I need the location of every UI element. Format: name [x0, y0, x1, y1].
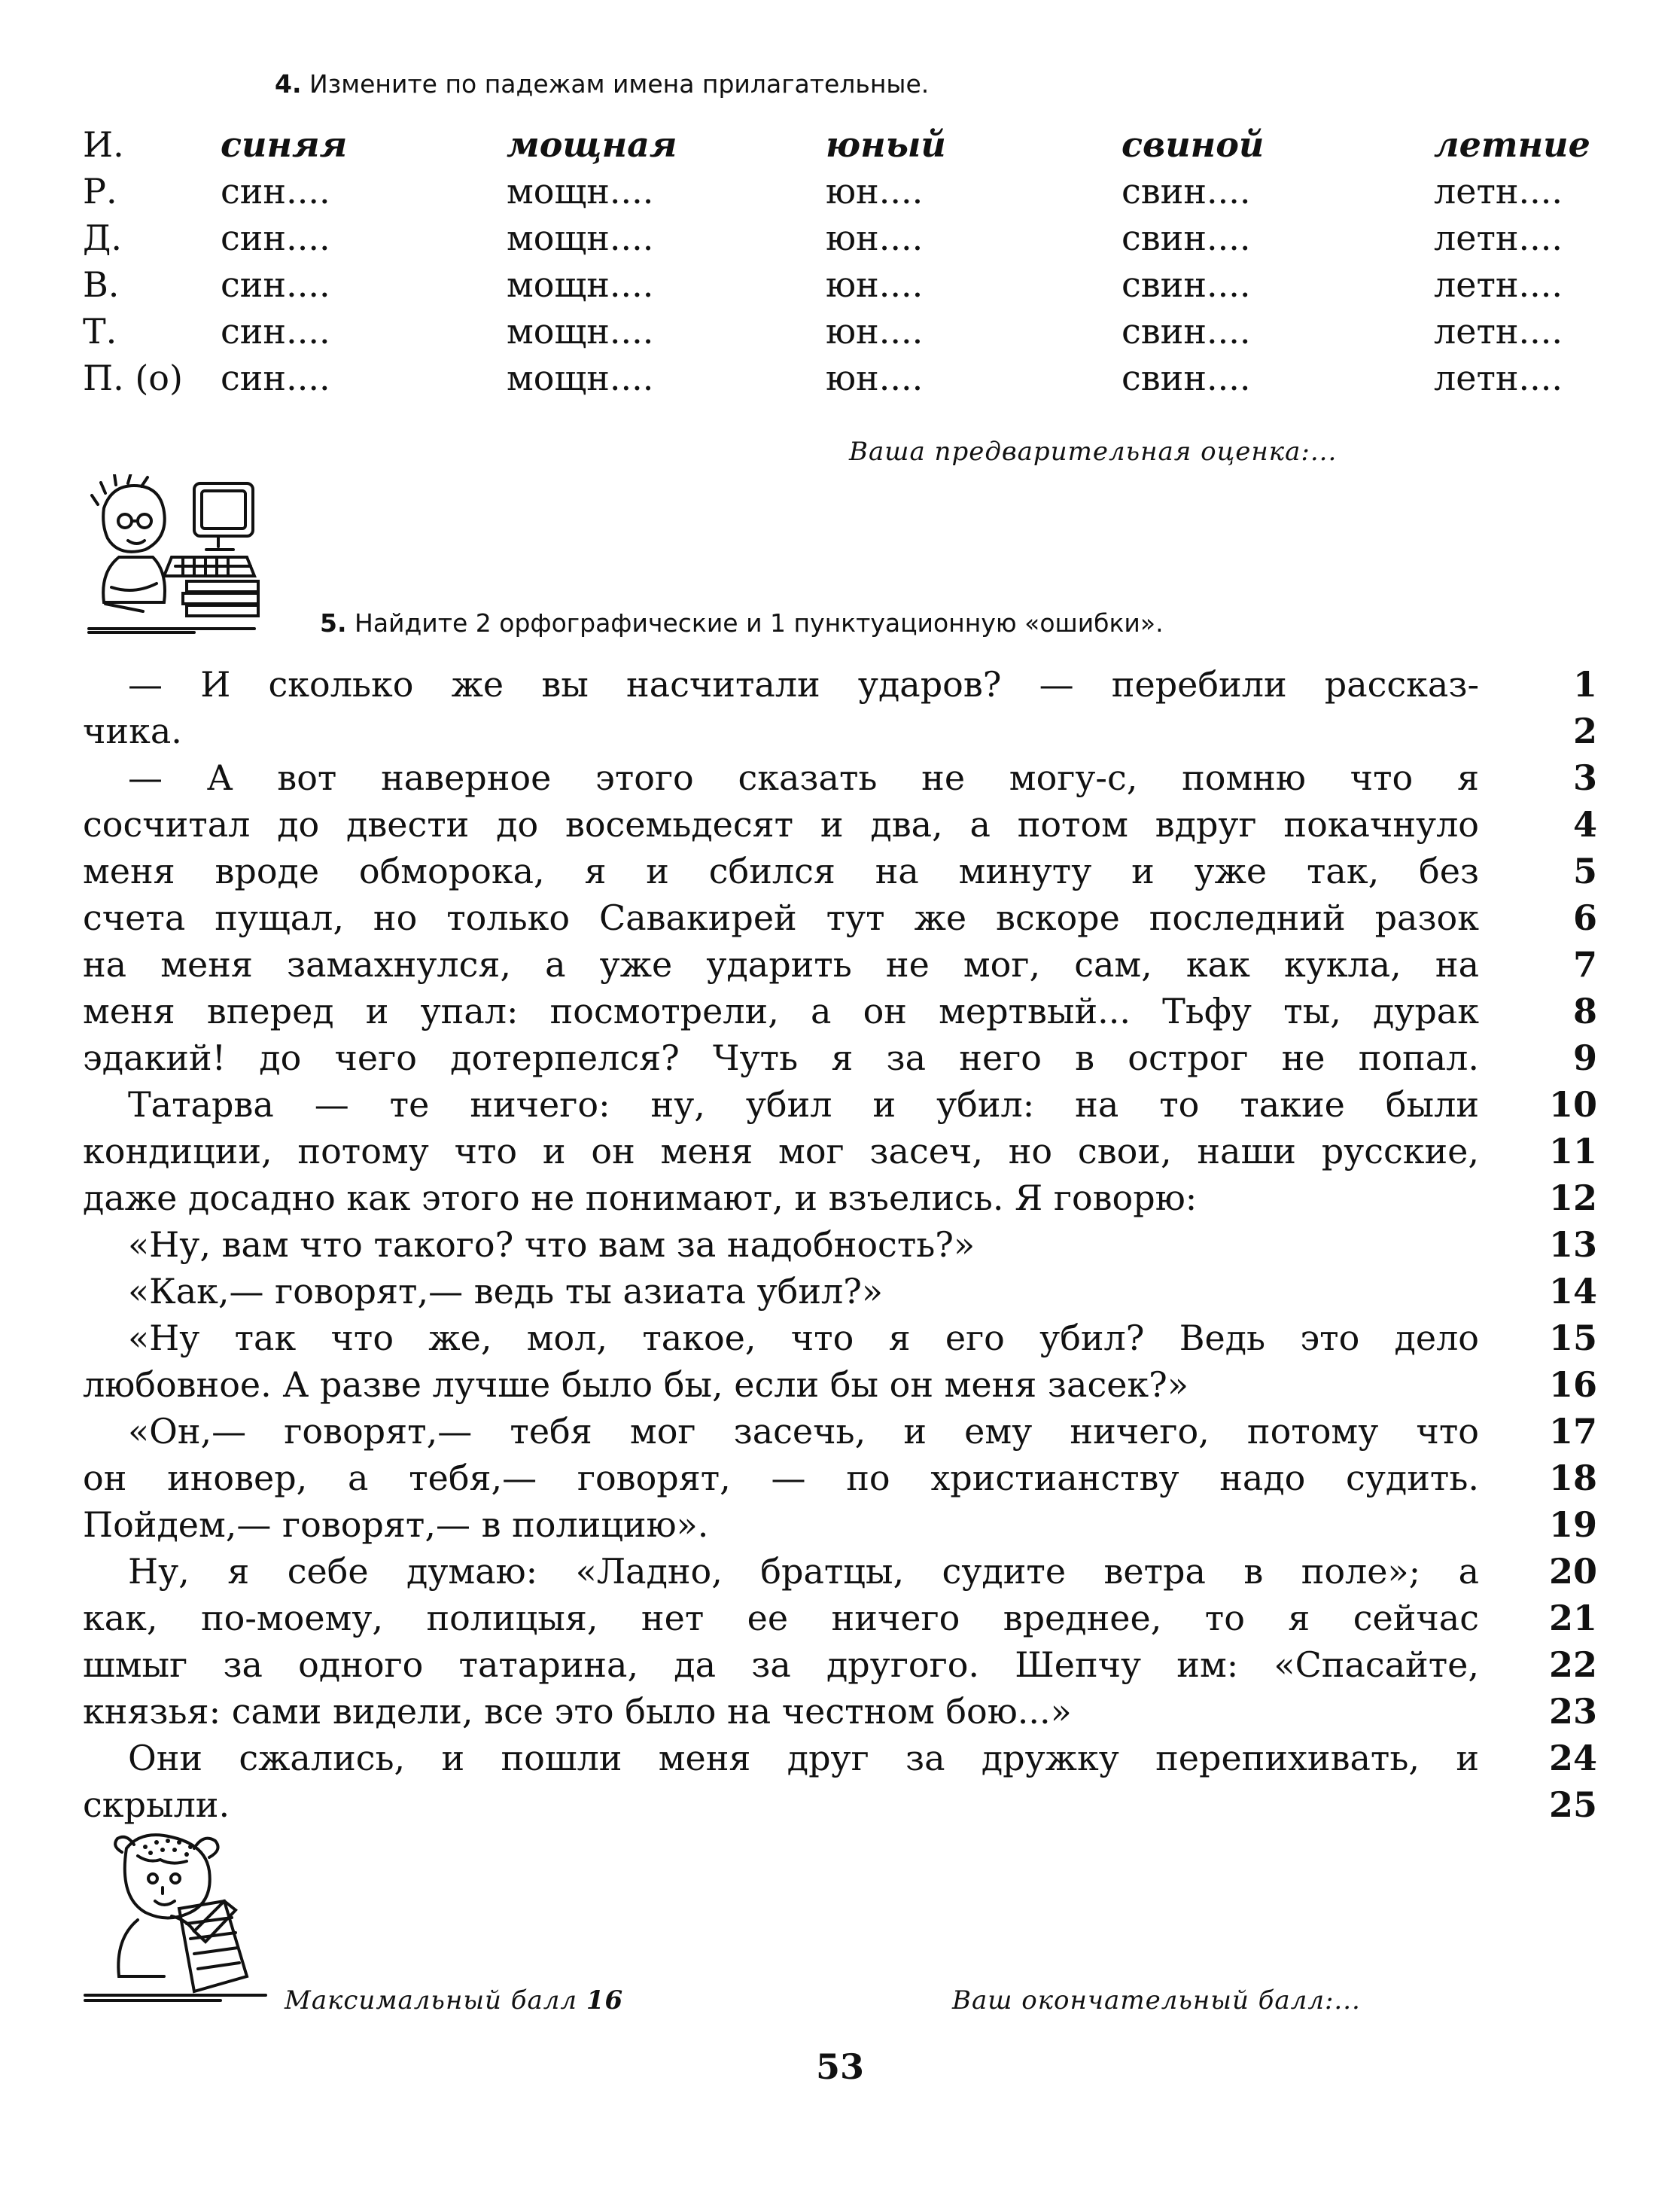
form-cell: летн.... [1434, 358, 1563, 398]
form-cell: мощн.... [507, 171, 654, 212]
line-number: 4 [1572, 804, 1597, 845]
case-label: Д. [83, 218, 123, 258]
line-number: 25 [1548, 1784, 1597, 1825]
max-score-label: Максимальный балл [285, 1985, 578, 2016]
line-text: шмыг за одного татарина, да за другого. Шепчу им: «Спасайте, [83, 1644, 1479, 1685]
line-number: 14 [1548, 1271, 1597, 1312]
line-number: 18 [1548, 1458, 1597, 1498]
text-line [83, 1034, 1597, 1081]
final-score: Ваш окончательный балл:... [952, 1985, 1361, 2016]
line-number: 3 [1572, 757, 1597, 798]
line-number: 17 [1548, 1411, 1597, 1452]
line-number: 5 [1572, 851, 1597, 891]
form-cell: свин.... [1122, 264, 1251, 305]
text-line [83, 1595, 1597, 1641]
line-number: 12 [1548, 1178, 1597, 1218]
task5-text [83, 661, 1597, 1828]
form-cell: син.... [221, 264, 330, 305]
task4-instruction: Измените по падежам имена прилагательные. [309, 69, 930, 99]
line-number: 9 [1572, 1037, 1597, 1078]
line-text: «Он,— говорят,— тебя мог засечь, и ему ничего, потому что [128, 1411, 1479, 1452]
text-line [83, 894, 1597, 941]
form-cell: мощн.... [507, 311, 654, 352]
child-computer-illustration [81, 474, 262, 640]
line-text: меня вроде обморока, я и сбился на минуту и уже так, без [83, 851, 1479, 891]
line-text: Ну, я себе думаю: «Ладно, братцы, судите ветра в поле»; а [128, 1551, 1479, 1592]
table-row [83, 264, 1596, 311]
header-word: юный [826, 124, 946, 165]
line-number: 2 [1572, 711, 1597, 751]
text-line [83, 1315, 1597, 1361]
form-cell: юн.... [826, 171, 924, 212]
line-text: он иновер, а тебя,— говорят, — по христианству надо судить. [83, 1458, 1479, 1498]
table-row [83, 218, 1596, 264]
header-word: мощная [507, 124, 677, 165]
form-cell: син.... [221, 311, 330, 352]
text-line [83, 1548, 1597, 1595]
line-text: — И сколько же вы насчитали ударов? — перебили рассказ- [128, 664, 1479, 705]
text-line [83, 708, 1597, 754]
line-text: эдакий! до чего дотерпелся? Чуть я за него в острог не попал. [83, 1037, 1479, 1078]
form-cell: мощн.... [507, 358, 654, 398]
line-number: 24 [1548, 1738, 1597, 1778]
table-row [83, 311, 1596, 358]
line-number: 16 [1548, 1364, 1597, 1405]
text-line [83, 1268, 1597, 1315]
case-label: И. [83, 124, 124, 165]
line-number: 15 [1548, 1318, 1597, 1358]
line-number: 22 [1548, 1644, 1597, 1685]
text-line [83, 988, 1597, 1034]
line-number: 23 [1548, 1691, 1597, 1732]
line-text: «Как,— говорят,— ведь ты азиата убил?» [128, 1271, 884, 1312]
case-label: П. (о) [83, 358, 183, 398]
header-word: синяя [221, 124, 348, 165]
text-line [83, 754, 1597, 801]
line-text: — А вот наверное этого сказать не могу-с, помню что я [128, 757, 1479, 798]
line-number: 7 [1572, 944, 1597, 985]
task5-instruction: Найдите 2 орфографические и 1 пунктуационную «ошибки». [355, 608, 1164, 638]
text-line [83, 848, 1597, 894]
line-number: 13 [1548, 1224, 1597, 1265]
table-row [83, 358, 1596, 404]
line-number: 19 [1548, 1504, 1597, 1545]
header-word: свиной [1122, 124, 1265, 165]
table-row [83, 171, 1596, 218]
max-score [285, 1985, 623, 2016]
form-cell: юн.... [826, 218, 924, 258]
text-line [83, 1221, 1597, 1268]
task5-heading [320, 608, 1164, 638]
text-line [83, 801, 1597, 848]
line-number: 10 [1548, 1084, 1597, 1125]
line-number: 6 [1572, 897, 1597, 938]
line-number: 1 [1572, 664, 1597, 705]
line-number: 11 [1548, 1131, 1597, 1172]
form-cell: мощн.... [507, 218, 654, 258]
line-text: как, по-моему, полицыя, нет ее ничего вреднее, то я сейчас [83, 1598, 1479, 1638]
form-cell: син.... [221, 218, 330, 258]
form-cell: летн.... [1434, 264, 1563, 305]
text-line [83, 1688, 1597, 1735]
form-cell: летн.... [1434, 311, 1563, 352]
text-line [83, 1641, 1597, 1688]
text-line [83, 1781, 1597, 1828]
page-number: 53 [815, 2046, 864, 2087]
table-header-row [83, 124, 1596, 171]
line-text: на меня замахнулся, а уже ударить не мог, сам, как кукла, на [83, 944, 1479, 985]
line-text: «Ну так что же, мол, такое, что я его убил? Ведь это дело [128, 1318, 1479, 1358]
line-text: Пойдем,— говорят,— в полицию». [83, 1504, 709, 1545]
form-cell: летн.... [1434, 218, 1563, 258]
form-cell: свин.... [1122, 171, 1251, 212]
line-text: меня вперед и упал: посмотрели, а он мертвый... Тьфу ты, дурак [83, 991, 1479, 1031]
task4-number: 4. [275, 69, 302, 99]
line-text: «Ну, вам что такого? что вам за надобность?» [128, 1224, 975, 1265]
form-cell: свин.... [1122, 311, 1251, 352]
text-line [83, 1735, 1597, 1781]
text-line [83, 1501, 1597, 1548]
form-cell: мощн.... [507, 264, 654, 305]
form-cell: юн.... [826, 311, 924, 352]
line-text: Они сжались, и пошли меня друг за дружку перепихивать, и [128, 1738, 1479, 1778]
task5-number: 5. [320, 608, 347, 638]
text-line [83, 1081, 1597, 1128]
form-cell: летн.... [1434, 171, 1563, 212]
text-line [83, 1455, 1597, 1501]
line-text: кондиции, потому что и он меня мог засеч, но свои, наши русские, [83, 1131, 1479, 1172]
line-text: Татарва — те ничего: ну, убил и убил: на то такие были [128, 1084, 1479, 1125]
text-line [83, 1408, 1597, 1455]
task4-heading [275, 69, 929, 99]
max-score-value: 16 [586, 1985, 624, 2016]
line-text: чика. [83, 711, 182, 751]
line-number: 21 [1548, 1598, 1597, 1638]
line-text: счета пущал, но только Савакирей тут же вскоре последний разок [83, 897, 1479, 938]
line-text: любовное. А разве лучше было бы, если бы он меня засек?» [83, 1364, 1188, 1405]
preliminary-score: Ваша предварительная оценка:... [849, 437, 1338, 467]
case-label: Т. [83, 311, 117, 352]
text-line [83, 1128, 1597, 1175]
form-cell: син.... [221, 171, 330, 212]
case-label: В. [83, 264, 120, 305]
line-number: 8 [1572, 991, 1597, 1031]
line-text: сосчитал до двести до восемьдесят и два, а потом вдруг покачнуло [83, 804, 1479, 845]
form-cell: свин.... [1122, 218, 1251, 258]
form-cell: свин.... [1122, 358, 1251, 398]
header-word: летние [1434, 124, 1590, 165]
text-line [83, 1175, 1597, 1221]
form-cell: юн.... [826, 264, 924, 305]
form-cell: юн.... [826, 358, 924, 398]
line-text: князья: сами видели, все это было на честном бою...» [83, 1691, 1072, 1732]
text-line [83, 941, 1597, 988]
line-text: даже досадно как этого не понимают, и взъелись. Я говорю: [83, 1178, 1198, 1218]
girl-book-illustration [81, 1826, 269, 2006]
line-number: 20 [1548, 1551, 1597, 1592]
line-text: скрыли. [83, 1784, 230, 1825]
case-label: Р. [83, 171, 117, 212]
form-cell: син.... [221, 358, 330, 398]
text-line [83, 661, 1597, 708]
text-line [83, 1361, 1597, 1408]
